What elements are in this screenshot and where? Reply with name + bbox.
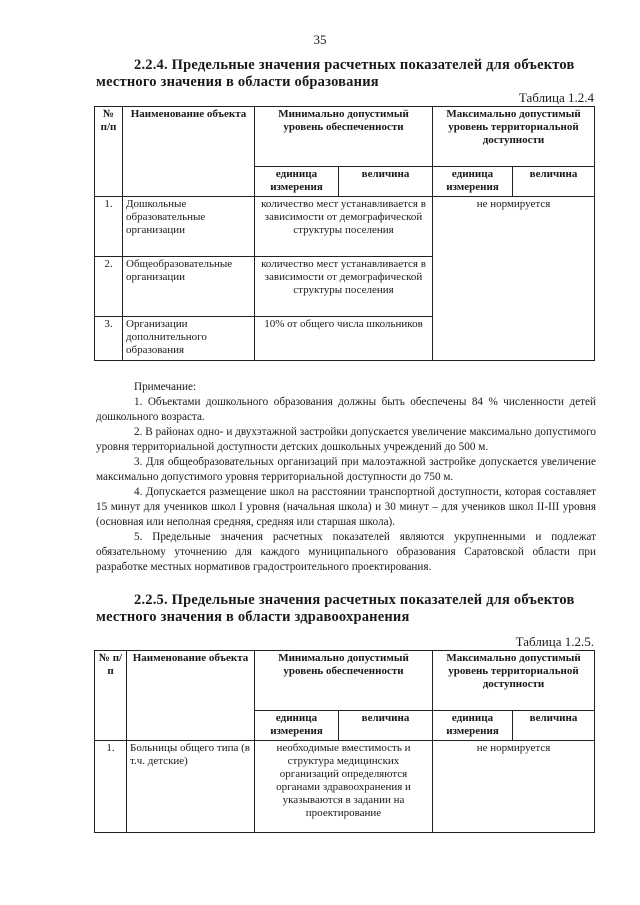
table-row <box>95 741 595 833</box>
row-max-note: не нормируется <box>433 197 595 361</box>
page-number: 35 <box>313 32 327 47</box>
heading-line: местного значения в области образования <box>96 74 379 90</box>
section-heading-healthcare <box>96 592 596 626</box>
notes-block <box>96 380 596 575</box>
note-item: 5. Предельные значения расчетных показателей являются укрупненными и подлежат обязательному уточнению для каждого муниципального образования Саратовской области при разработке местных нормативов градостроительного проектирования. <box>96 531 596 573</box>
row-name: Организации дополнительного образования <box>123 317 255 361</box>
row-name: Общеобразовательные организации <box>123 257 255 317</box>
note-item: 4. Допускается размещение школ на расстоянии транспортной доступности, которая составляет 15 минут для учеников школ I уровня (начальная школа) и 30 минут – для учеников школ II-III уровня (основная или неполная средняя, средняя или старшая школа). <box>96 486 596 528</box>
header-max-level: Максимально допустимый уровень территориальной доступности <box>433 651 595 711</box>
table-caption: Таблица 1.2.4 <box>518 90 594 105</box>
header-value: величина <box>513 167 595 197</box>
header-unit: единица измерения <box>433 711 513 741</box>
row-num: 3. <box>95 317 123 361</box>
header-num: № п/п <box>95 107 123 197</box>
row-min: количество мест устанавливается в зависимости от демографической структуры поселения <box>255 257 433 317</box>
row-max-note: не нормируется <box>433 741 595 833</box>
header-name: Наименование объекта <box>123 107 255 197</box>
note-item: 2. В районах одно- и двухэтажной застройки допускается увеличение максимально допустимого уровня территориальной доступности детских дошкольных учреждений до 500 м. <box>96 426 596 453</box>
row-num: 2. <box>95 257 123 317</box>
note-item: 3. Для общеобразовательных организаций при малоэтажной застройке допускается увеличение максимально допустимого уровня территориальной доступности до 750 м. <box>96 456 596 483</box>
healthcare-table <box>94 650 595 833</box>
header-name: Наименование объекта <box>127 651 255 741</box>
header-value: величина <box>339 711 433 741</box>
table-row <box>95 197 595 257</box>
notes-title: Примечание: <box>134 381 197 393</box>
header-num: № п/п <box>95 651 127 741</box>
header-min-level: Минимально допустимый уровень обеспеченности <box>255 107 433 167</box>
row-name: Больницы общего типа (в т.ч. детские) <box>127 741 255 833</box>
education-table <box>94 106 595 361</box>
table-header-row <box>95 107 595 167</box>
header-min-level: Минимально допустимый уровень обеспеченности <box>255 651 433 711</box>
row-min: 10% от общего числа школьников <box>255 317 433 361</box>
heading-line: 2.2.5. Предельные значения расчетных показателей для объектов <box>134 592 575 608</box>
header-max-level: Максимально допустимый уровень территориальной доступности <box>433 107 595 167</box>
heading-line: 2.2.4. Предельные значения расчетных показателей для объектов <box>134 57 575 73</box>
heading-line: местного значения в области здравоохранения <box>96 609 410 625</box>
table-header-row <box>95 651 595 711</box>
header-unit: единица измерения <box>433 167 513 197</box>
header-value: величина <box>513 711 595 741</box>
header-unit: единица измерения <box>255 167 339 197</box>
row-min: количество мест устанавливается в зависимости от демографической структуры поселения <box>255 197 433 257</box>
header-value: величина <box>339 167 433 197</box>
header-unit: единица измерения <box>255 711 339 741</box>
row-num: 1. <box>95 741 127 833</box>
table-caption: Таблица 1.2.5. <box>515 634 594 649</box>
row-min: необходимые вместимость и структура медицинских организаций определяются органами здравоохранения и указываются в задании на проектирование <box>255 741 433 833</box>
row-name: Дошкольные образовательные организации <box>123 197 255 257</box>
note-item: 1. Объектами дошкольного образования должны быть обеспечены 84 % численности детей дошкольного возраста. <box>96 396 596 423</box>
section-heading-education <box>96 57 596 91</box>
row-num: 1. <box>95 197 123 257</box>
